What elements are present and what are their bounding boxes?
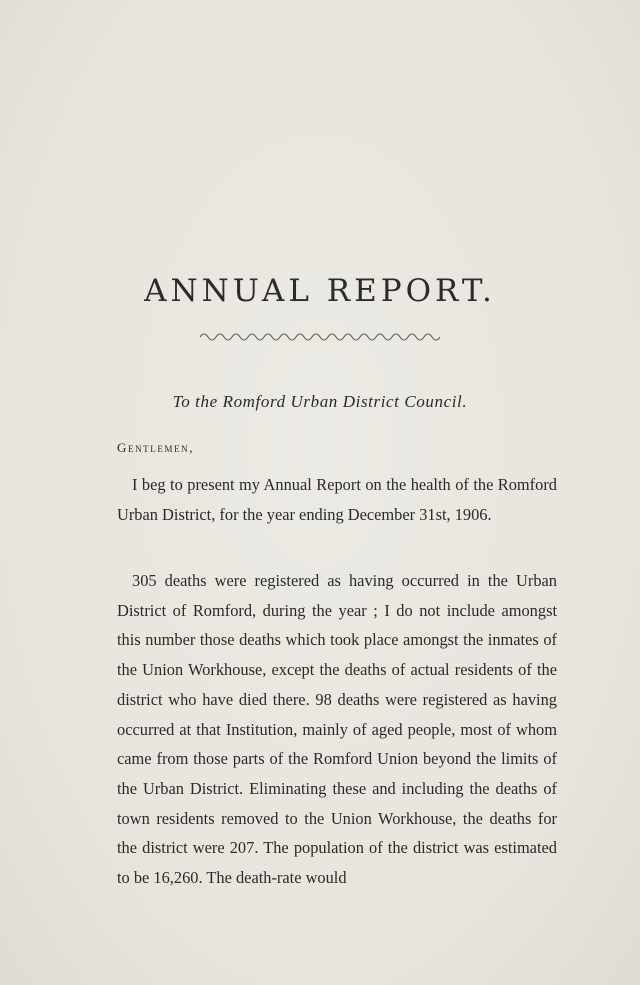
paragraph-intro-text: I beg to present my Annual Report on the health of the Romford Urban District, for the year ending December 31st, 1906. (117, 475, 557, 524)
paragraph-intro (117, 470, 557, 529)
address-line: To the Romford Urban District Council. (172, 392, 468, 411)
report-title: ANNUAL REPORT. (144, 272, 496, 309)
salutation: Gentlemen, (117, 440, 195, 455)
paragraph-deaths-text: 305 deaths were registered as having occurred in the Urban District of Romford, during the year ; I do not include amongst this number those deaths which took place amongst the inmates of the Union Workhouse, except the deaths of actual residents of the district who have died there. 98 deaths were registered as having occurred at that Institution, mainly of aged people, most of whom came from those parts of the Romford Union beyond the limits of the Urban District. Eliminating these and including the deaths of town residents removed to the Union Workhouse, the deaths for the district were 207. The population of the district was estimated to be 16,260. The death-rate would (117, 571, 557, 888)
wavy-rule-ornament (200, 330, 440, 344)
paragraph-deaths (117, 566, 557, 893)
